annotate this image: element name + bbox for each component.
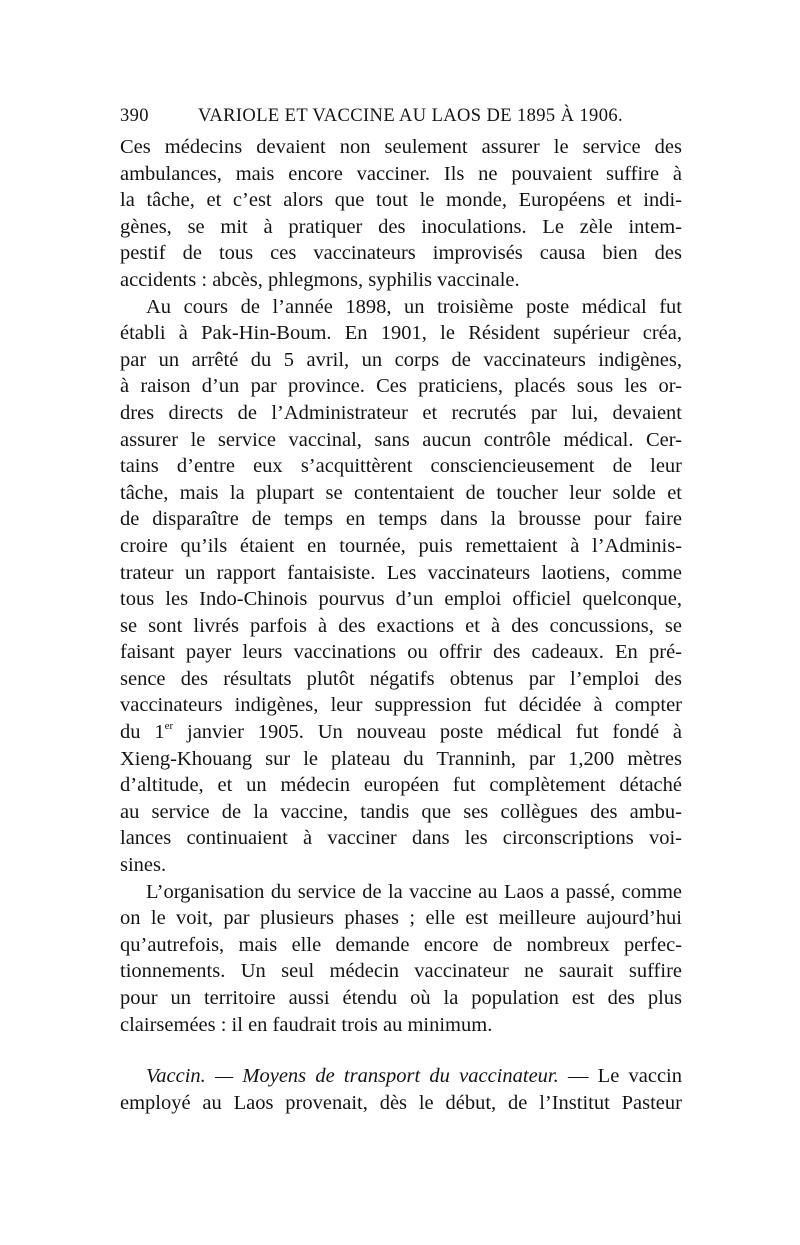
ordinal-superscript: er (164, 720, 174, 733)
text-line: employé au Laos provenait, dès le début, de l’Institut Pasteur (120, 1091, 682, 1114)
text-line: d’altitude, et un médecin européen fut complètement détaché (120, 774, 682, 797)
section-heading-line (120, 1063, 682, 1090)
text-line: assurer le service vaccinal, sans aucun contrôle médical. Cer- (120, 428, 682, 451)
text-line: gènes, se mit à pratiquer des inoculations. Le zèle intem- (120, 215, 682, 238)
text-line: clairsemées : il en faudrait trois au minimum. (120, 1013, 493, 1036)
text-line: pestif de tous ces vaccinateurs improvisés causa bien des (120, 242, 682, 265)
text-line: à raison d’un par province. Ces praticiens, placés sous les or- (120, 375, 682, 398)
text-line: ambulances, mais encore vacciner. Ils ne pouvaient suffire à (120, 162, 682, 185)
text-line: qu’autrefois, mais elle demande encore de nombreux perfec- (120, 933, 682, 956)
text-line: par un arrêté du 5 avril, un corps de vaccinateurs indigènes, (120, 348, 682, 371)
text-line: lances continuaient à vacciner dans les circonscriptions voi- (120, 827, 682, 850)
text-line: croire qu’ils étaient en tournée, puis remettaient à l’Adminis- (120, 534, 682, 557)
text-line: tains d’entre eux s’acquittèrent consciencieusement de leur (120, 455, 682, 478)
book-page (120, 98, 682, 1116)
section-paragraph (120, 1063, 682, 1116)
section-spacer (120, 1038, 682, 1063)
text-line: dres directs de l’Administrateur et recrutés par lui, devaient (120, 401, 682, 424)
text-line: vaccinateurs indigènes, leur suppression fut décidée à compter (120, 694, 682, 717)
paragraph-1 (120, 134, 682, 294)
paragraph-3 (120, 879, 682, 1039)
text-line: Au cours de l’année 1898, un troisième poste médical fut (146, 295, 682, 318)
text-line: Ces médecins devaient non seulement assurer le service des (120, 136, 682, 158)
text-line: tous les Indo-Chinois pourvus d’un emploi officiel quelconque, (120, 588, 682, 611)
running-title: VARIOLE ET VACCINE AU LAOS DE 1895 À 1906. (198, 106, 624, 126)
text-line: se sont livrés parfois à des exactions et à des concussions, se (120, 614, 682, 637)
text-line: de disparaître de temps en temps dans la brousse pour faire (120, 508, 682, 531)
date-line-suffix: janvier 1905. Un nouveau poste médical fut fondé à (173, 721, 683, 744)
text-line: sines. (120, 854, 167, 877)
section-heading-rest: — Le vaccin (558, 1065, 682, 1088)
text-line: sence des résultats plutôt négatifs obtenus par l’emploi des (120, 667, 682, 690)
date-line (120, 719, 682, 746)
text-line: accidents : abcès, phlegmons, syphilis vaccinale. (120, 268, 520, 291)
text-line: tionnements. Un seul médecin vaccinateur ne saurait suffire (120, 960, 682, 983)
text-line: au service de la vaccine, tandis que ses collègues des ambu- (120, 800, 682, 823)
date-line-prefix: du 1 (120, 721, 165, 744)
text-line: faisant payer leurs vaccinations ou offrir des cadeaux. En pré- (120, 641, 682, 664)
page-number: 390 (120, 106, 149, 126)
paragraph-2 (120, 294, 682, 879)
text-line: établi à Pak-Hin-Boum. En 1901, le Résident supérieur créa, (120, 322, 682, 345)
text-line: L’organisation du service de la vaccine au Laos a passé, comme (146, 880, 682, 903)
text-line: on le voit, par plusieurs phases ; elle est meilleure aujourd’hui (120, 907, 682, 930)
section-title: Vaccin. — Moyens de transport du vaccinateur. (146, 1065, 559, 1088)
text-line: la tâche, et c’est alors que tout le monde, Européens et indi- (120, 189, 682, 212)
body-text (120, 134, 682, 1116)
text-line: pour un territoire aussi étendu où la population est des plus (120, 987, 682, 1009)
text-line: trateur un rapport fantaisiste. Les vaccinateurs laotiens, comme (120, 561, 682, 584)
text-line: Xieng-Khouang sur le plateau du Tranninh, par 1,200 mètres (120, 747, 682, 770)
running-header (120, 98, 682, 134)
text-line: tâche, mais la plupart se contentaient de toucher leur solde et (120, 481, 682, 504)
